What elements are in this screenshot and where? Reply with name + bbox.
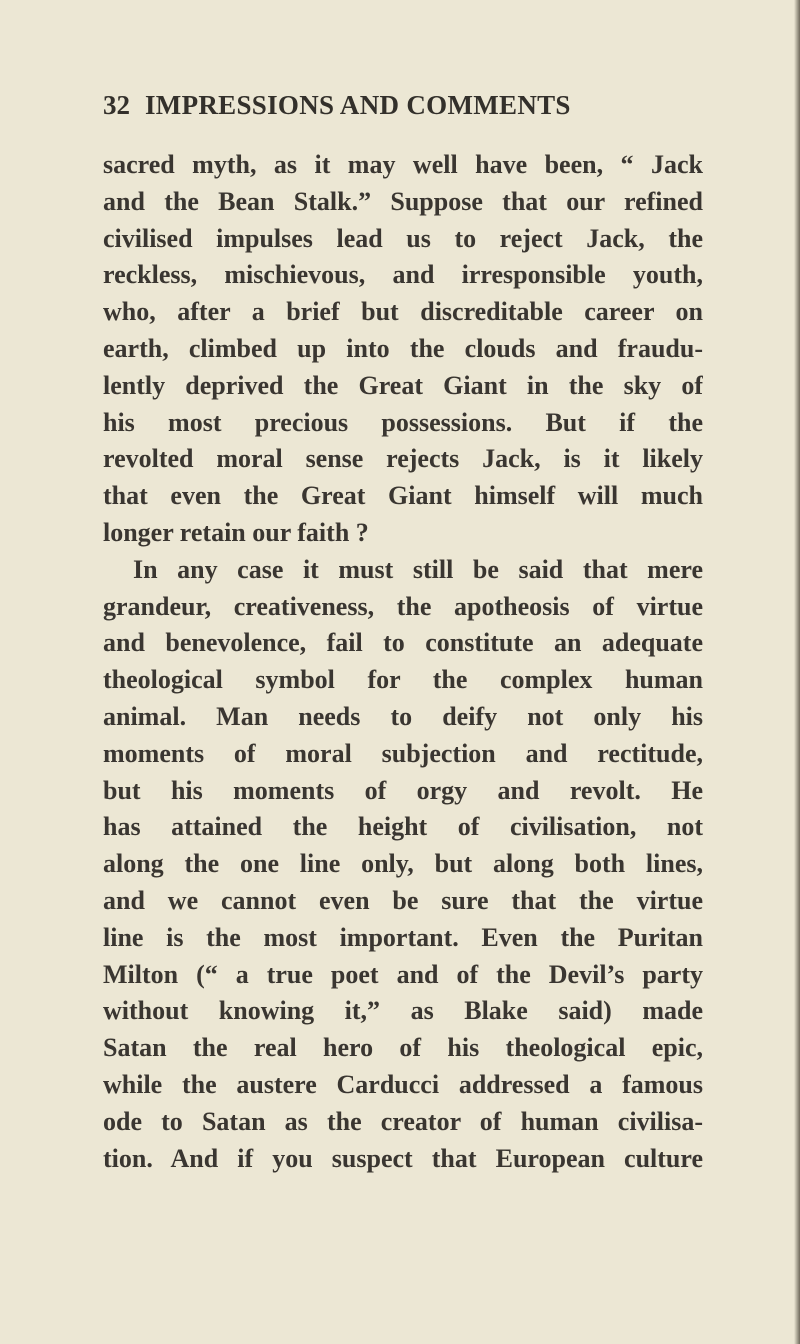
text-line: reckless, mischievous, and irresponsible youth, [103, 260, 703, 290]
text-line: that even the Great Giant himself will much [103, 481, 703, 511]
text-line: tion. And if you suspect that European culture [103, 1143, 703, 1173]
body-text [103, 147, 703, 1177]
text-line: earth, climbed up into the clouds and fraudu- [103, 333, 703, 363]
text-line: sacred myth, as it may well have been, “ Jack [103, 150, 703, 179]
text-line: Milton (“ a true poet and of the Devil’s party [103, 959, 703, 989]
text-line: who, after a brief but discreditable career on [103, 297, 703, 327]
text-line: but his moments of orgy and revolt. He [103, 775, 703, 805]
book-title: IMPRESSIONS AND COMMENTS [145, 90, 571, 120]
running-head [103, 90, 703, 130]
text-line: lently deprived the Great Giant in the sky of [103, 370, 703, 400]
text-line: animal. Man needs to deify not only his [103, 701, 703, 731]
text-line: his most precious possessions. But if the [103, 407, 703, 437]
paragraph-start-line: In any case it must still be said that mere [133, 554, 703, 584]
text-line: while the austere Carducci addressed a famous [103, 1069, 703, 1099]
text-line: and we cannot even be sure that the virtue [103, 885, 703, 915]
page-edge-shadow [794, 0, 800, 1344]
text-line: Satan the real hero of his theological epic, [103, 1033, 703, 1063]
paragraph-end-line: longer retain our faith ? [103, 517, 369, 547]
text-line: and benevolence, fail to constitute an adequate [103, 628, 703, 658]
text-line: theological symbol for the complex human [103, 665, 703, 695]
text-line: grandeur, creativeness, the apotheosis of virtue [103, 591, 703, 621]
text-line: along the one line only, but along both lines, [103, 849, 703, 879]
page-number: 32 [103, 90, 130, 120]
text-line: has attained the height of civilisation, not [103, 812, 703, 842]
text-line: without knowing it,” as Blake said) made [103, 996, 703, 1026]
text-line: line is the most important. Even the Puritan [103, 922, 703, 952]
text-line: moments of moral subjection and rectitude, [103, 738, 703, 768]
text-line: revolted moral sense rejects Jack, is it likely [103, 444, 703, 474]
text-line: civilised impulses lead us to reject Jack, the [103, 223, 703, 253]
text-line: ode to Satan as the creator of human civilisa- [103, 1106, 703, 1136]
text-line: and the Bean Stalk.” Suppose that our refined [103, 186, 703, 216]
